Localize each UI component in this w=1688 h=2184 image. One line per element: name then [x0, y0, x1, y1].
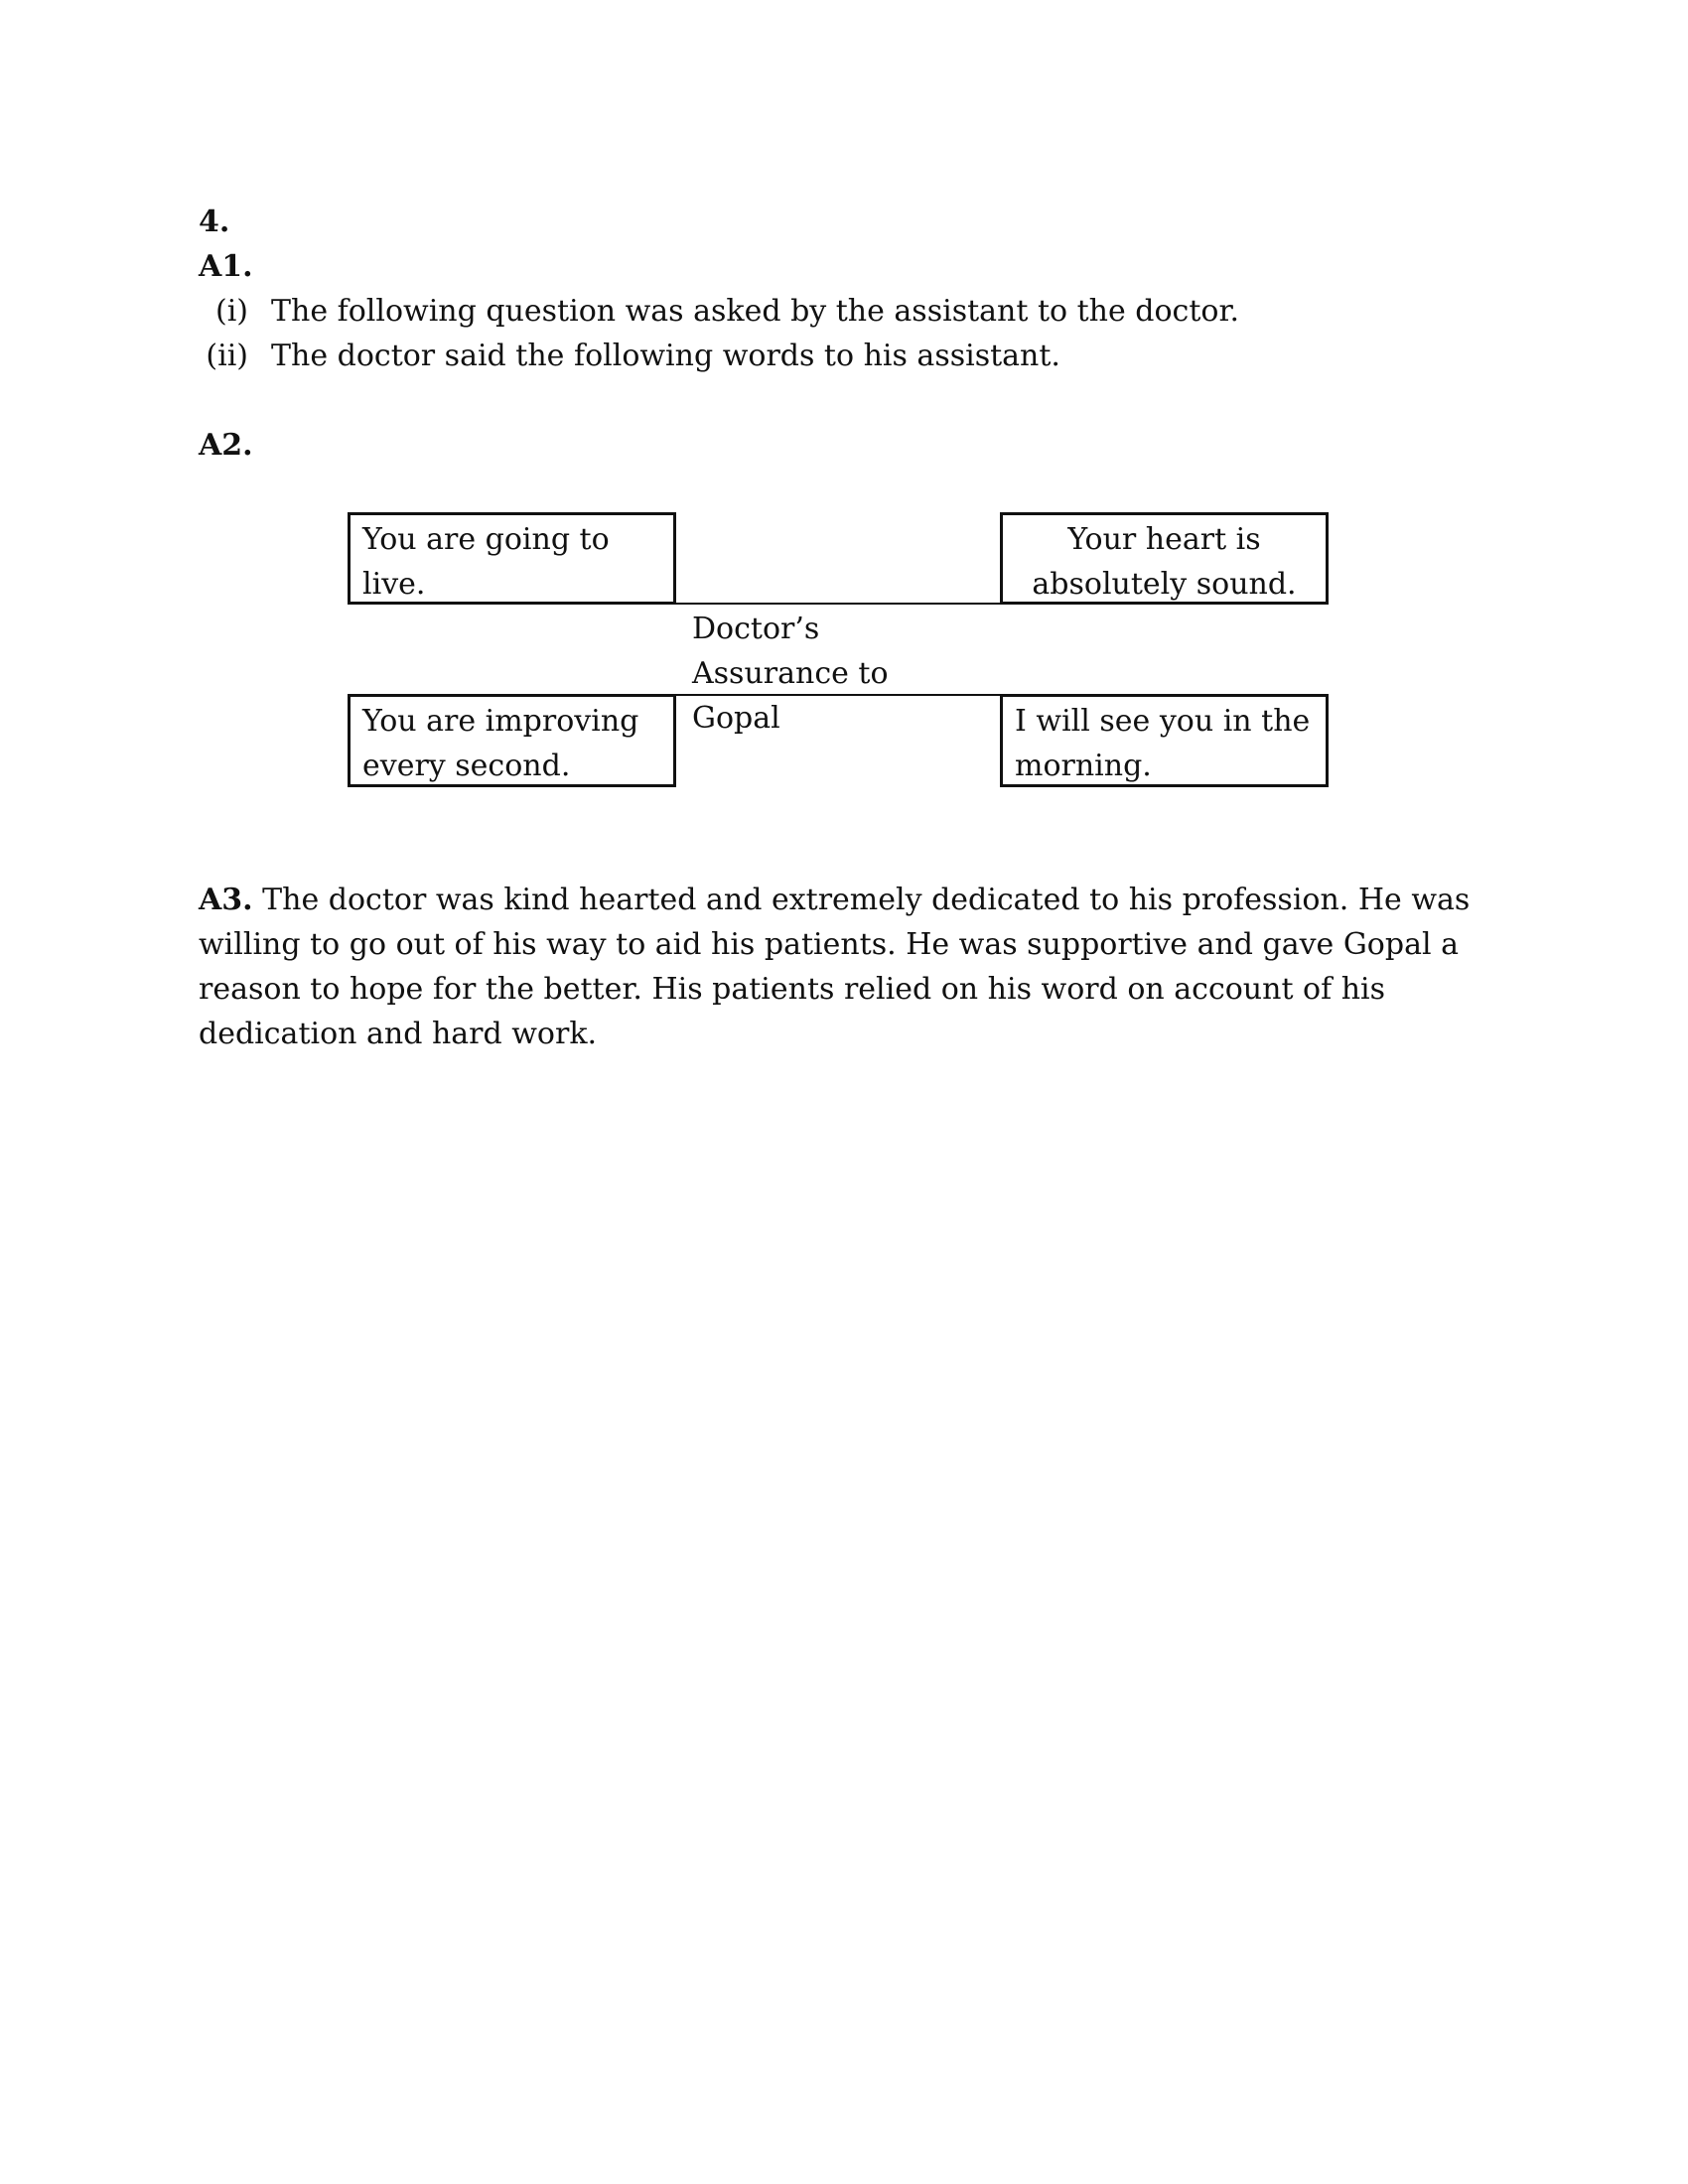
a3-label: A3.	[199, 883, 253, 917]
a1-item-2-text: The doctor said the following words to his assistant.	[271, 339, 1060, 373]
a1-label: A1.	[199, 249, 253, 284]
a3-text: The doctor was kind hearted and extremely dedicated to his profession. He was willing to go out of his way to aid his patients. He was supportive and gave Gopal a reason to hope for the better. His patients relied on his word on account of his dedication and hard work.	[199, 883, 1471, 1051]
diagram-box-bottom-right: I will see you in the morning.	[1000, 694, 1329, 787]
a1-item-2-marker: (ii)	[206, 339, 248, 373]
a2-label: A2.	[199, 428, 253, 463]
a3-paragraph	[199, 878, 1499, 1056]
diagram-center-box: Doctor’s Assurance to Gopal	[676, 603, 1000, 696]
diagram-box-top-left: You are going to live.	[348, 512, 676, 605]
diagram-box-bottom-left: You are improving every second.	[348, 694, 676, 787]
a1-item-1-text: The following question was asked by the assistant to the doctor.	[271, 294, 1240, 329]
question-number: 4.	[199, 205, 230, 239]
diagram-box-top-right: Your heart is absolutely sound.	[1000, 512, 1329, 605]
a1-item-1-marker: (i)	[214, 294, 248, 329]
